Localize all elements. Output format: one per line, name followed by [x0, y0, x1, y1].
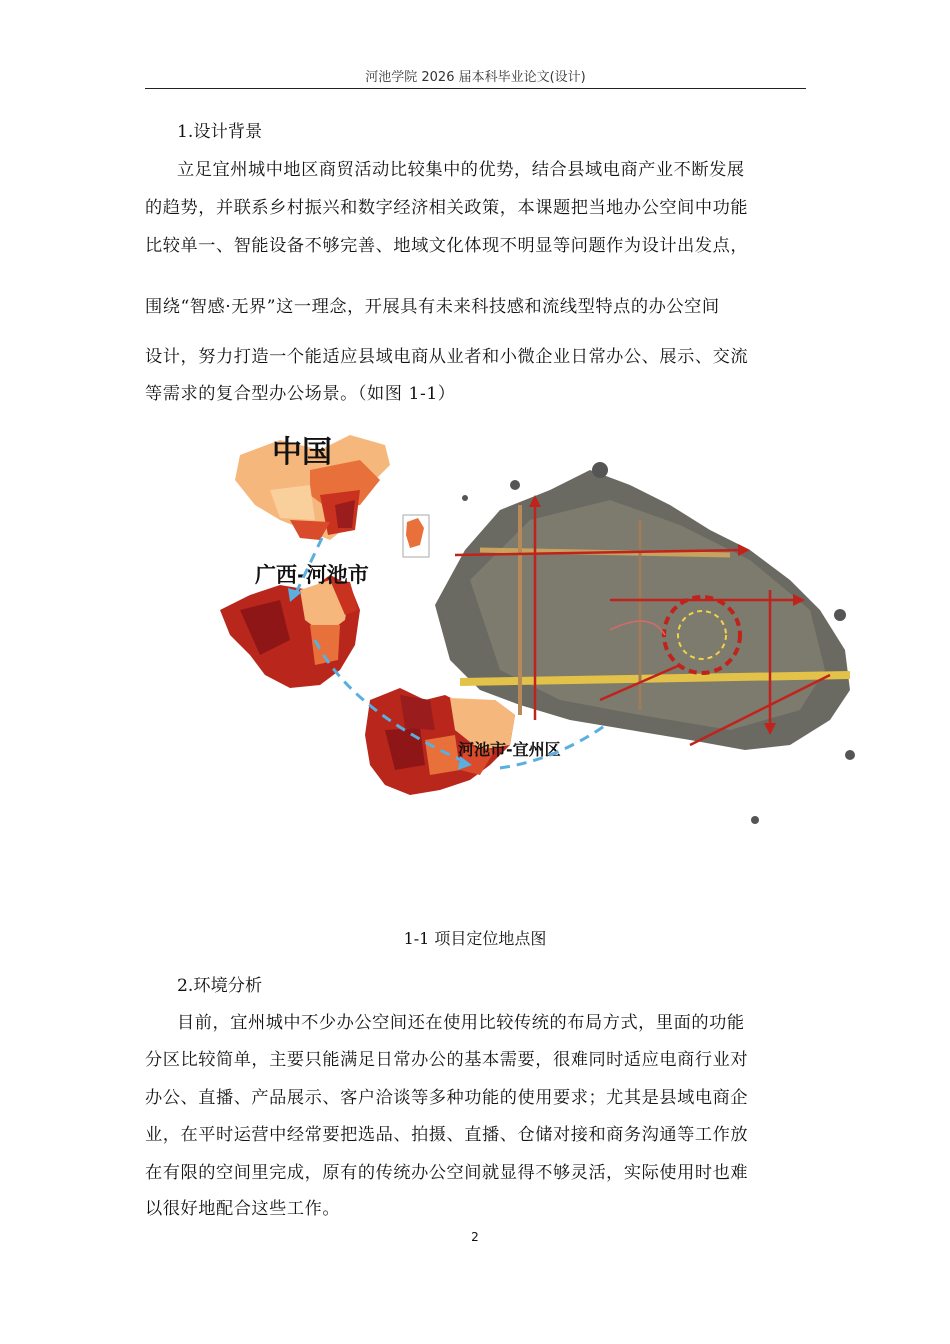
page-header: 河池学院 2026 届本科毕业论文(设计) — [365, 70, 586, 85]
page-number: 2 — [471, 1230, 479, 1244]
map-label-guangxi: 广西-河池市 — [255, 563, 369, 587]
paragraph-line: 围绕“智感·无界”这一理念，开展具有未来科技感和流线型特点的办公空间 — [145, 297, 720, 317]
location-map-figure — [210, 410, 870, 860]
section-heading-design-background: 1.设计背景 — [177, 122, 263, 142]
paragraph-line: 的趋势，并联系乡村振兴和数字经济相关政策，本课题把当地办公空间中功能 — [145, 198, 749, 218]
paragraph-line: 等需求的复合型办公场景。（如图 1-1） — [145, 384, 456, 404]
header-divider — [145, 88, 806, 89]
paragraph-line: 分区比较简单，主要只能满足日常办公的基本需要，很难同时适应电商行业对 — [145, 1050, 749, 1070]
map-label-china: 中国 — [272, 435, 332, 470]
location-map-graphic — [210, 410, 870, 860]
paragraph-line: 以很好地配合这些工作。 — [145, 1199, 341, 1219]
paragraph-line: 在有限的空间里完成，原有的传统办公空间就显得不够灵活，实际使用时也难 — [145, 1163, 749, 1183]
paragraph-line: 目前，宜州城中不少办公空间还在使用比较传统的布局方式，里面的功能 — [177, 1013, 745, 1033]
figure-caption: 1-1 项目定位地点图 — [403, 929, 547, 948]
paragraph-line: 办公、直播、产品展示、客户洽谈等多种功能的使用要求；尤其是县域电商企 — [145, 1088, 749, 1108]
paragraph-line: 设计，努力打造一个能适应县域电商从业者和小微企业日常办公、展示、交流 — [145, 347, 749, 367]
paragraph-line: 业，在平时运营中经常要把选品、拍摄、直播、仓储对接和商务沟通等工作放 — [145, 1125, 749, 1145]
section-heading-environment-analysis: 2.环境分析 — [177, 976, 263, 996]
satellite-site-map — [435, 462, 855, 824]
map-label-yizhou: 河池市-宜州区 — [458, 740, 561, 759]
paragraph-line: 比较单一、智能设备不够完善、地域文化体现不明显等问题作为设计出发点， — [145, 236, 749, 256]
paragraph-line: 立足宜州城中地区商贸活动比较集中的优势，结合县域电商产业不断发展 — [177, 160, 745, 180]
